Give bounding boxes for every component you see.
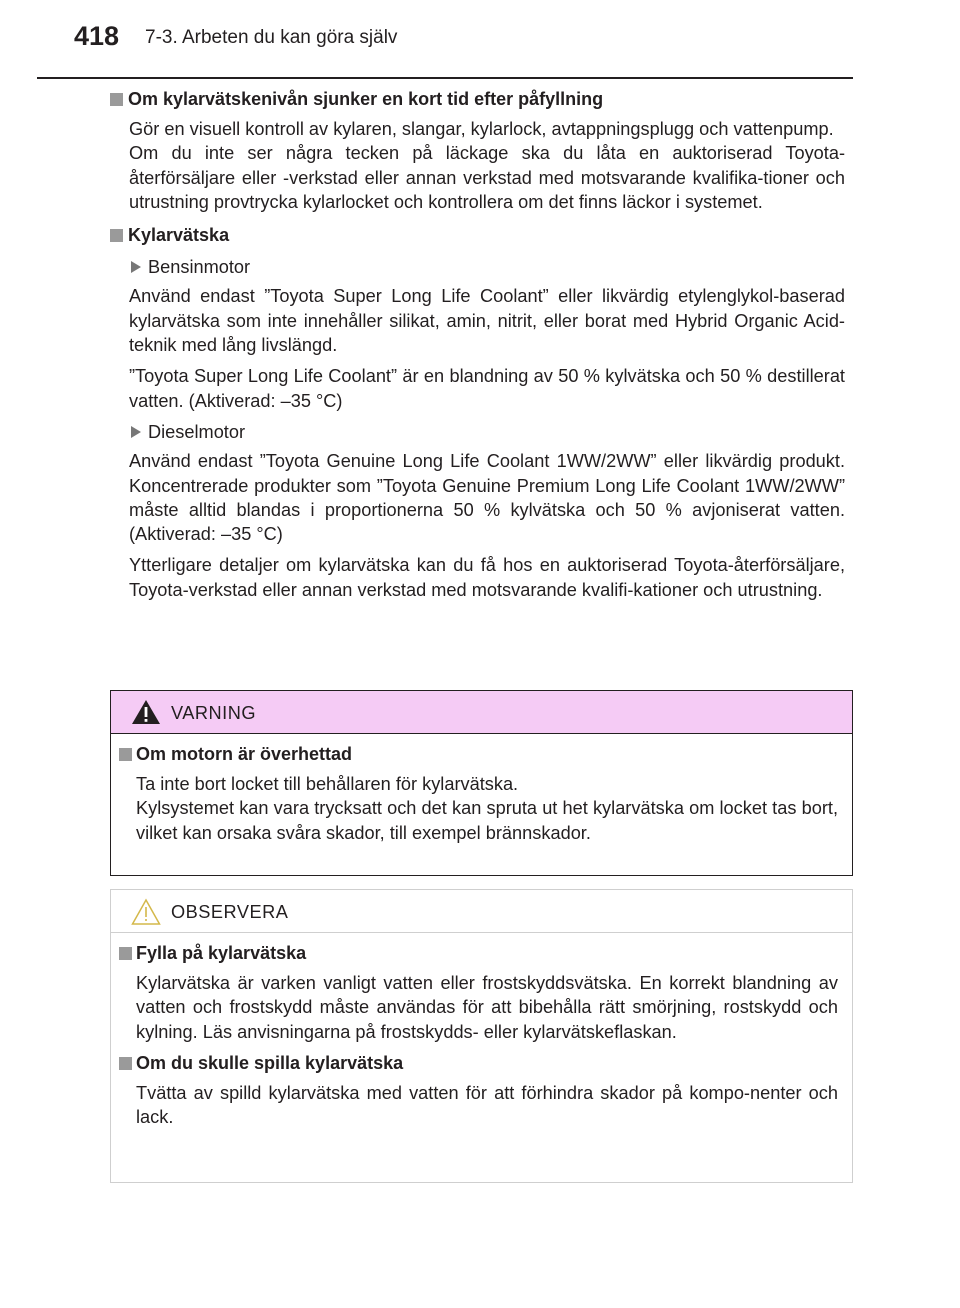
warning-triangle-icon [131,699,161,725]
warning-item-text: Ta inte bort locket till behållaren för kylarvätska. Kylsystemet kan vara trycksatt och det kan spruta ut het kylarvätska om locket tas bort, vilket kan orsaka svåra skador, till exempel brännskador. [136,774,838,843]
caution-item-heading [119,1051,838,1076]
warning-box-body [111,734,852,845]
triangle-bullet-icon [131,261,141,273]
square-bullet-icon [110,229,123,242]
body-paragraph: Ytterligare detaljer om kylarvätska kan du få hos en auktoriserad Toyota-återförsäljare, Toyota-verkstad eller annan verkstad med motsvarande kvalifi-kationer och utrustning. [129,555,845,600]
caution-item-heading [119,941,838,966]
warning-box-header [111,691,852,734]
body-paragraph: Använd endast ”Toyota Super Long Life Coolant” eller likvärdig etylenglykol-baserad kylarvätska som inte innehåller silikat, amin, nitrit, eller borat med Hybrid Organic Acid-teknik med lång livslängd. [129,286,845,356]
section-heading-text: Kylarvätska [128,225,230,246]
subsection-label [110,255,845,279]
caution-triangle-outline-icon [131,898,161,926]
body-paragraph: Gör en visuell kontroll av kylaren, slangar, kylarlock, avtappningsplugg och vattenpump. Om du inte ser några tecken på läckage ska du låta en auktoriserad Toyota-återförsäljare eller -verkstad eller annan verkstad med motsvarande kvalifika-tioner och utrustning provtrycka kylarlocket och kontrollera om det finns läckor i systemet. [129,119,845,212]
caution-item-heading-text: Om du skulle spilla kylarvätska [136,1052,404,1073]
warning-box [110,690,853,876]
square-bullet-icon [110,93,123,106]
subsection-label [110,420,845,444]
caution-box [110,889,853,1183]
section-heading-text: Om kylarvätskenivån sjunker en kort tid efter påfyllning [128,89,604,109]
caution-box-body [111,933,852,1129]
body-paragraph: Använd endast ”Toyota Genuine Long Life Coolant 1WW/2WW” eller likvärdig produkt. Koncentrerade produkter som ”Toyota Genuine Premium Long Life Coolant 1WW/2WW” måste alltid blandas i proportionerna 50 % kylvätska och 50 % avjoniserat vatten. (Aktiverad: –35 °C) [129,451,845,545]
page-number: 418 [74,21,120,51]
warning-item-heading [119,742,838,767]
square-bullet-icon [119,1057,132,1070]
caution-item-heading-text: Fylla på kylarvätska [136,943,307,963]
section-heading [110,223,845,248]
square-bullet-icon [119,748,132,761]
page-header [74,14,854,62]
caution-box-title: OBSERVERA [171,902,289,922]
warning-item-heading-text: Om motorn är överhettad [136,744,353,764]
warning-box-title: VARNING [171,703,257,723]
section-heading [110,87,845,112]
square-bullet-icon [119,947,132,960]
main-content [110,87,845,602]
caution-item-text: Tvätta av spilld kylarvätska med vatten för att förhindra skador på kompo-nenter och lack. [136,1082,838,1128]
body-paragraph: ”Toyota Super Long Life Coolant” är en blandning av 50 % kylvätska och 50 % destillerat vatten. (Aktiverad: –35 °C) [129,366,845,411]
triangle-bullet-icon [131,426,141,438]
section-title: 7-3. Arbeten du kan göra själv [145,27,398,48]
caution-box-header [111,890,852,933]
caution-item-text: Kylarvätska är varken vanligt vatten eller frostskyddsvätska. En korrekt blandning av vatten och frostskydd måste användas för att bibehålla rätt smörjning, rostskydd och kylning. Läs anvisningarna på frostskydds- eller kylarvätskeflaskan. [136,973,838,1042]
subsection-label-text: Bensinmotor [148,257,251,278]
header-divider [37,77,853,79]
subsection-label-text: Dieselmotor [148,421,246,442]
